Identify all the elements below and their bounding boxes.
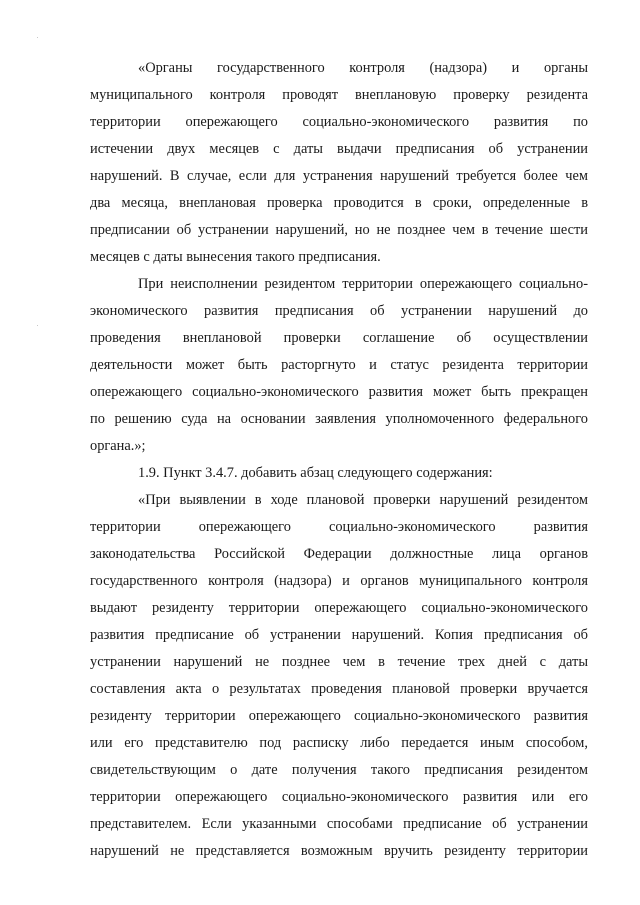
text-line: При неисполнении резидентом территории опережающего социально-: [138, 276, 588, 292]
text-line: муниципального контроля проводят внеплановую проверку резидента: [90, 87, 588, 103]
text-line: истечении двух месяцев с даты выдачи предписания об устранении: [90, 141, 588, 157]
text-line: или его представителю под расписку либо передается иным способом,: [90, 735, 588, 751]
text-line: месяцев с даты вынесения такого предписания.: [90, 249, 381, 265]
text-line: законодательства Российской Федерации должностные лица органов: [90, 546, 588, 562]
text-line: «Органы государственного контроля (надзора) и органы: [138, 60, 588, 76]
text-line: представителем. Если указанными способами предписание об устранении: [90, 816, 588, 832]
text-line: по решению суда на основании заявления уполномоченного федерального: [90, 411, 588, 427]
section-heading-line: 1.9. Пункт 3.4.7. добавить абзац следующего содержания:: [138, 465, 493, 481]
scan-mark: [37, 325, 38, 326]
text-line: деятельности может быть расторгнуто и статус резидента территории: [90, 357, 588, 373]
text-line: опережающего социально-экономического развития может быть прекращен: [90, 384, 588, 400]
text-line: устранении нарушений не позднее чем в течение трех дней с даты: [90, 654, 588, 670]
text-line: свидетельствующим о дате получения такого предписания резидентом: [90, 762, 588, 778]
text-line: органа.»;: [90, 438, 146, 454]
text-line: «При выявлении в ходе плановой проверки нарушений резидентом: [138, 492, 588, 508]
text-line: территории опережающего социально-экономического развития по: [90, 114, 588, 130]
text-line: территории опережающего социально-экономического развития: [90, 519, 588, 535]
text-line: развития предписание об устранении нарушений. Копия предписания об: [90, 627, 588, 643]
text-line: два месяца, внеплановая проверка проводится в сроки, определенные в: [90, 195, 588, 211]
text-line: нарушений не представляется возможным вручить резиденту территории: [90, 843, 588, 859]
text-line: резиденту территории опережающего социально-экономического развития: [90, 708, 588, 724]
scan-mark: [37, 37, 38, 38]
text-line: экономического развития предписания об устранении нарушений до: [90, 303, 588, 319]
text-line: проведения внеплановой проверки соглашение об осуществлении: [90, 330, 588, 346]
text-line: составления акта о результатах проведения плановой проверки вручается: [90, 681, 588, 697]
text-line: территории опережающего социально-экономического развития или его: [90, 789, 588, 805]
text-line: выдают резиденту территории опережающего социально-экономического: [90, 600, 588, 616]
text-line: государственного контроля (надзора) и органов муниципального контроля: [90, 573, 588, 589]
text-line: нарушений. В случае, если для устранения нарушений требуется более чем: [90, 168, 588, 184]
text-line: предписании об устранении нарушений, но не позднее чем в течение шести: [90, 222, 588, 238]
